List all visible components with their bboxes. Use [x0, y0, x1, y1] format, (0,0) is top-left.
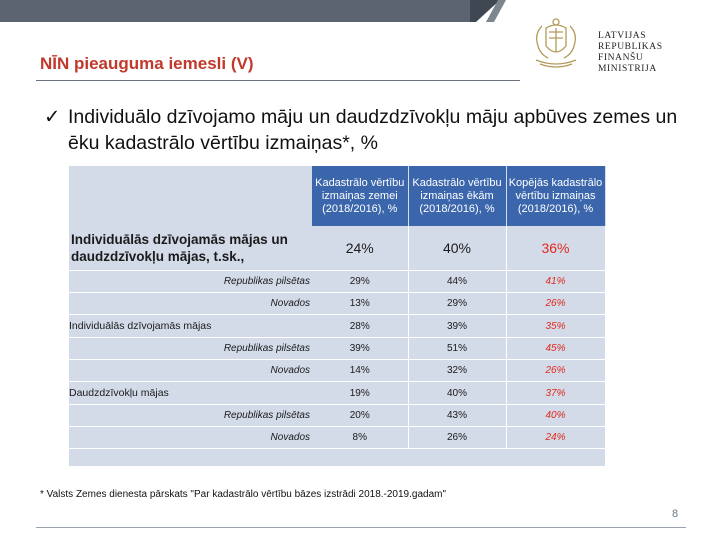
title-divider — [36, 80, 520, 81]
building-change-cell: 32% — [408, 360, 506, 382]
land-change-cell: 39% — [312, 338, 408, 360]
row-label: Republikas pilsētas — [69, 405, 312, 427]
land-change-cell: 8% — [312, 427, 408, 449]
page-number: 8 — [672, 508, 679, 520]
table-header-row — [69, 166, 605, 226]
total-change-cell: 37% — [506, 382, 605, 405]
table-row — [69, 405, 605, 427]
building-change-cell: 44% — [408, 271, 506, 293]
table-row — [69, 338, 605, 360]
land-change-cell: 14% — [312, 360, 408, 382]
total-change-cell: 24% — [506, 427, 605, 449]
bottom-divider — [36, 527, 686, 528]
land-change-cell: 20% — [312, 405, 408, 427]
land-change-cell: 24% — [312, 226, 408, 271]
building-change-cell: 40% — [408, 226, 506, 271]
table-row — [69, 427, 605, 449]
row-label: Novados — [69, 360, 312, 382]
cadastral-value-table — [69, 166, 606, 449]
total-change-cell: 41% — [506, 271, 605, 293]
row-label: Individuālās dzīvojamās mājas — [69, 315, 312, 338]
footnote: * Valsts Zemes dienesta pārskats "Par kadastrālo vērtību bāzes izstrādi 2018.-2019.gadam" — [40, 489, 447, 500]
total-change-cell: 35% — [506, 315, 605, 338]
table-row — [69, 360, 605, 382]
row-label: Novados — [69, 293, 312, 315]
table-row — [69, 382, 605, 405]
logo-line-2: FINANŠU MINISTRIJA — [598, 53, 657, 74]
row-label: Novados — [69, 427, 312, 449]
coat-of-arms-icon — [524, 16, 588, 72]
row-label: Daudzdzīvokļu mājas — [69, 382, 312, 405]
building-change-cell: 39% — [408, 315, 506, 338]
building-change-cell: 26% — [408, 427, 506, 449]
data-table-container — [69, 166, 605, 466]
land-change-cell: 28% — [312, 315, 408, 338]
land-change-cell: 13% — [312, 293, 408, 315]
checkmark-icon: ✓ — [44, 106, 61, 128]
table-header-empty — [69, 166, 312, 226]
land-change-cell: 29% — [312, 271, 408, 293]
building-change-cell: 43% — [408, 405, 506, 427]
slide-title: NĪN pieauguma iemesli (V) — [40, 54, 254, 73]
land-change-cell: 19% — [312, 382, 408, 405]
table-header-buildings: Kadastrālo vērtību izmaiņas ēkām (2018/2016), % — [408, 166, 506, 226]
row-label: Republikas pilsētas — [69, 338, 312, 360]
building-change-cell: 29% — [408, 293, 506, 315]
bullet-text: Individuālo dzīvojamo māju un daudzdzīvokļu māju apbūves zemes un ēku kadastrālo vērtību izmaiņas*, % — [68, 106, 678, 154]
table-row — [69, 315, 605, 338]
top-decor-bar — [0, 0, 470, 22]
table-row — [69, 226, 605, 271]
row-label: Republikas pilsētas — [69, 271, 312, 293]
total-change-cell: 40% — [506, 405, 605, 427]
table-header-total: Kopējās kadastrālo vērtību izmaiņas (2018/2016), % — [506, 166, 605, 226]
building-change-cell: 40% — [408, 382, 506, 405]
ministry-logo — [524, 16, 704, 72]
table-header-land: Kadastrālo vērtību izmaiņas zemei (2018/2016), % — [312, 166, 408, 226]
total-change-cell: 26% — [506, 293, 605, 315]
table-row — [69, 271, 605, 293]
table-row — [69, 293, 605, 315]
total-change-cell: 45% — [506, 338, 605, 360]
total-change-cell: 26% — [506, 360, 605, 382]
total-change-cell: 36% — [506, 226, 605, 271]
row-label: Individuālās dzīvojamās mājas un daudzdzīvokļu mājas, t.sk., — [69, 226, 312, 271]
logo-line-1: LATVIJAS REPUBLIKAS — [598, 31, 663, 52]
building-change-cell: 51% — [408, 338, 506, 360]
